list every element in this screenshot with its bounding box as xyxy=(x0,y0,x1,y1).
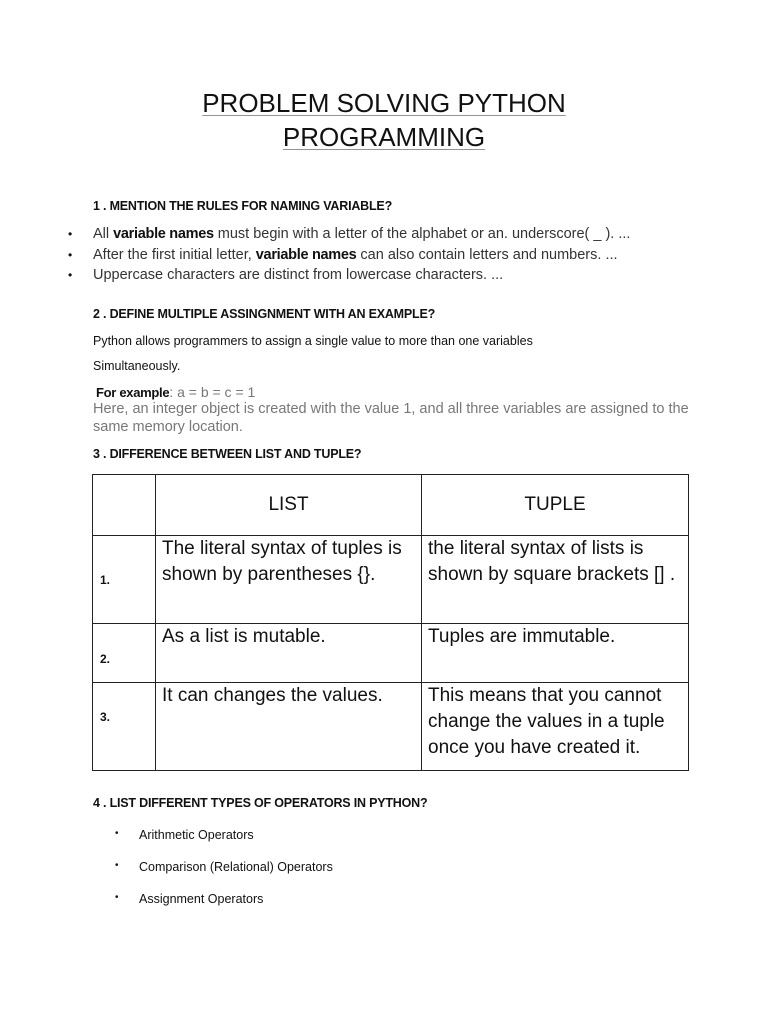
row-number: 1. xyxy=(93,536,156,624)
paragraph: Simultaneously. xyxy=(93,359,181,373)
list-item: • Uppercase characters are distinct from lowercase characters. ... xyxy=(93,265,630,286)
list-item: • After the first initial letter, variable names can also contain letters and numbers. ... xyxy=(93,245,630,266)
example-line xyxy=(96,384,255,400)
question-2-heading: 2 . DEFINE MULTIPLE ASSINGNMENT WITH AN EXAMPLE? xyxy=(93,307,436,321)
tuple-cell: Tuples are immutable. xyxy=(422,624,689,683)
table-row xyxy=(93,683,689,771)
list-item: • All variable names must begin with a letter of the alphabet or an. underscore( _ ). ... xyxy=(93,224,630,245)
list-cell: As a list is mutable. xyxy=(156,624,422,683)
table-row xyxy=(93,536,689,624)
table-row xyxy=(93,624,689,683)
title-line-1: PROBLEM SOLVING PYTHON xyxy=(202,88,566,118)
row-number: 3. xyxy=(93,683,156,771)
tuple-cell: This means that you cannot change the values in a tuple once you have created it. xyxy=(422,683,689,771)
list-item: • Assignment Operators xyxy=(115,892,264,906)
bullet-icon: • xyxy=(68,247,73,262)
list-item: • Arithmetic Operators xyxy=(115,828,254,842)
list-tuple-comparison-table xyxy=(92,474,689,771)
operators-list xyxy=(115,828,333,924)
list-cell: The literal syntax of tuples is shown by parentheses {}. xyxy=(156,536,422,624)
example-explanation: Here, an integer object is created with the value 1, and all three variables are assigned to the same memory location. xyxy=(93,401,689,435)
naming-rules-list xyxy=(68,224,631,286)
example-label: For example xyxy=(96,385,170,400)
document-title xyxy=(0,86,768,154)
bullet-icon: • xyxy=(68,268,73,282)
table-header-row xyxy=(93,475,689,536)
title-line-2: PROGRAMMING xyxy=(282,122,486,152)
list-cell: It can changes the values. xyxy=(156,683,422,771)
row-number: 2. xyxy=(93,624,156,683)
question-1-heading: 1 . MENTION THE RULES FOR NAMING VARIABLE? xyxy=(93,199,393,213)
header-list: LIST xyxy=(156,475,422,536)
example-code: : a = b = c = 1 xyxy=(169,384,256,400)
header-num xyxy=(93,475,156,536)
tuple-cell: the literal syntax of lists is shown by square brackets [] . xyxy=(422,536,689,624)
header-tuple: TUPLE xyxy=(422,475,689,536)
question-3-heading: 3 . DIFFERENCE BETWEEN LIST AND TUPLE? xyxy=(93,447,362,461)
bullet-icon: • xyxy=(68,227,73,241)
list-item: • Comparison (Relational) Operators xyxy=(115,860,333,874)
bullet-icon: • xyxy=(115,892,119,903)
bullet-icon: • xyxy=(115,828,119,839)
bullet-icon: • xyxy=(115,860,119,871)
question-4-heading: 4 . LIST DIFFERENT TYPES OF OPERATORS IN PYTHON? xyxy=(93,796,428,810)
paragraph: Python allows programmers to assign a single value to more than one variables xyxy=(93,334,533,348)
